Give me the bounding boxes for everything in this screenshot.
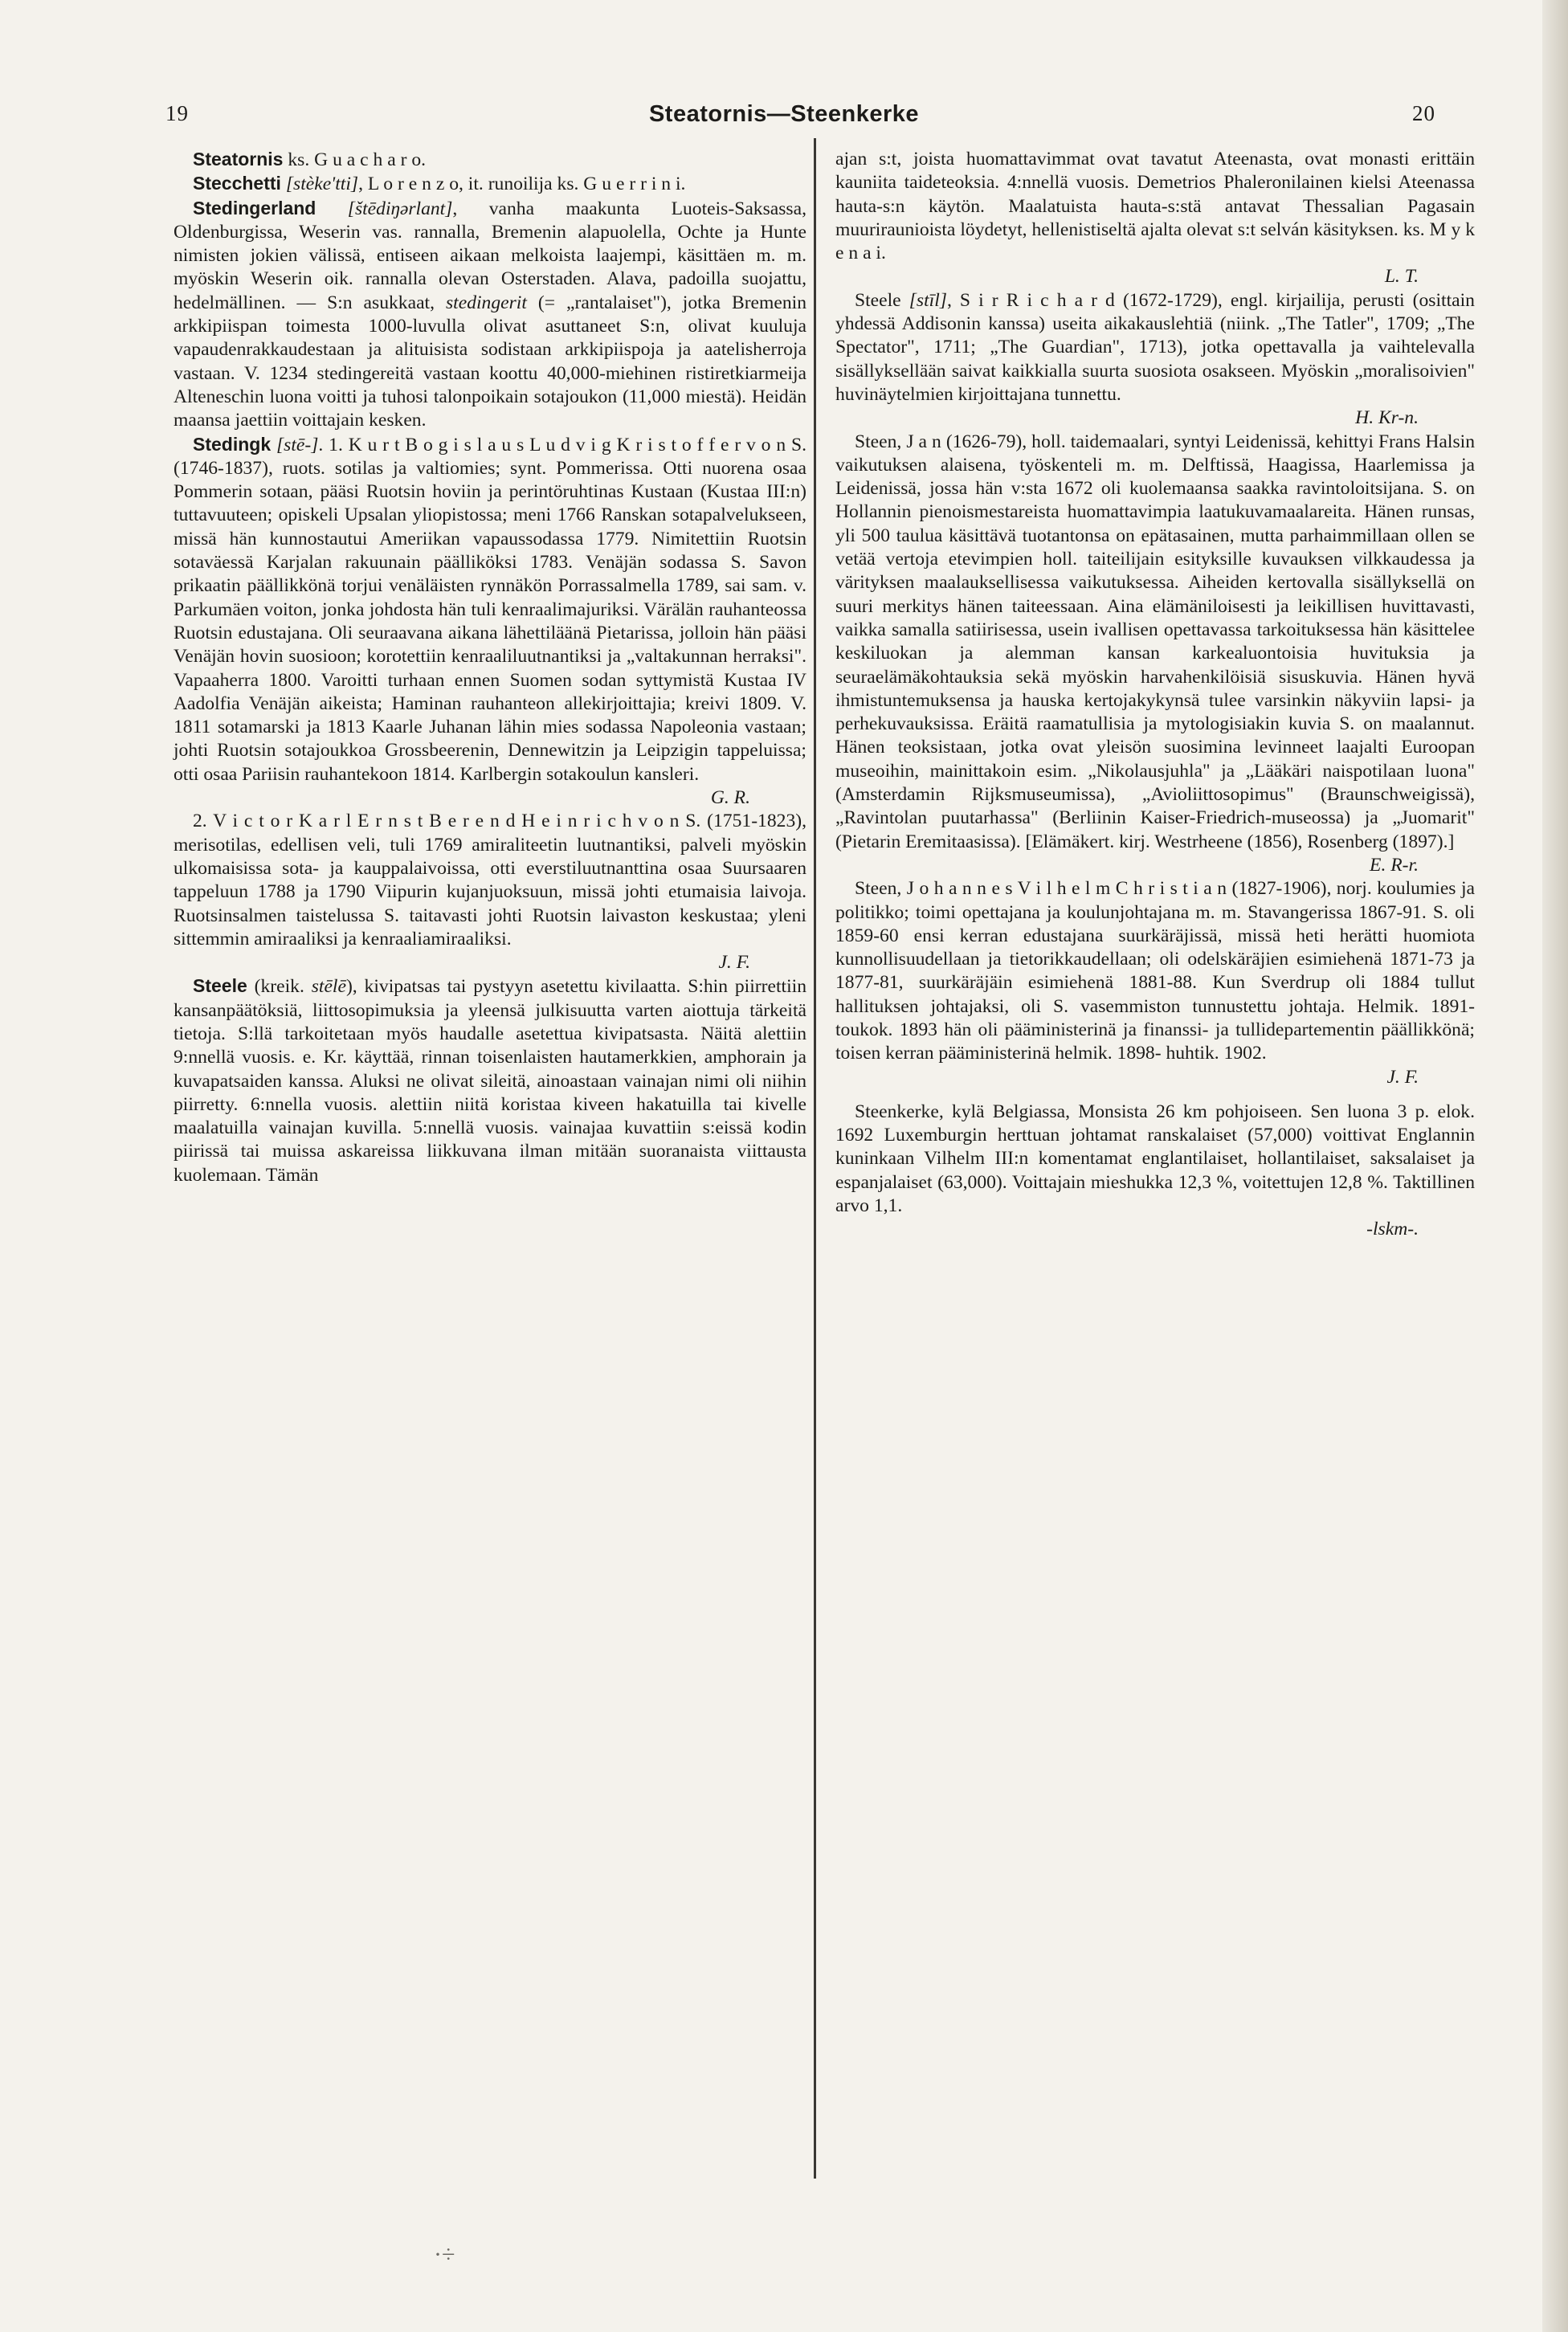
entry-steele-continued (835, 148, 1475, 289)
entry-text: (1746-1837), ruots. sotilas ja valtiomies; synt. Pommerissa. Otti nuorena osaa Pommerin sotaan, pääsi Ruotsin hoviin ja perintöruhtinas Kustaan (Kustaa III:n) tuttavuuteen; opiskeli Upsalan yliopistossa; meni 1766 Ranskan sotapalvelukseen, missä hän kunnostautui Ameriikan vapaussodassa 1779. Nimitettiin Ruotsin sotaväessä Karjalan rakuunain päälliköksi 1783. Venäjän sodassa S. Savon prikaatin päällikkönä torjui venäläisten rynnäkön Porrassalmella 1789, sai sam. v. Parkumäen voiton, jonka johdosta hän tuli kenraalimajuriksi. Värälän rauhanteossa Ruotsin edustajana. Oli seuraavana aikana lähettiläänä Pietarissa, jolloin hän pääsi Venäjän hovin suosioon; korotettiin kenraaliluutnantiksi ja „valtakunnan herraksi". Vapaaherra 1800. Varoitti turhaan ennen Suomen sodan syttymistä Kustaa IV Aadolfia Venäjän aikeista; Haminan rauhanteon allekirjoittajia; kreivi 1809. V. 1811 sotamarski ja 1813 Kaarle Juhanan lähin mies sodassa Napoleonia vastaan; johti Ruotsin sotajoukkoa Grossbeerenin, Dennewitzin ja Leipzigin tappeluissa; otti osaa Pariisin rauhantekoon 1814. Karlbergin sotakoulun kansleri. (174, 457, 806, 785)
entry-stedingerland (174, 197, 806, 433)
entry-text: , vanha maakunta Luoteis-Saksassa, Oldenburgissa, Weserin vas. rannalla, Bremenin alapuolella, Ochte ja Hunte nimisten jokien välissä, entiseen aikaan melkoista laajempi, käsittäen m. m. myöskin Weserin oik. rannalla olevan Osterstaden. Alava, padoilla suojattu, hedelmällinen. — S:n asukkaat, (174, 198, 806, 313)
page-edge-shadow (1542, 0, 1568, 2332)
column-divider (814, 138, 816, 2179)
entry-text: , L o r e n z o, it. runoilija ks. G u e r r i n i. (358, 174, 686, 195)
entry-text: ), kivipatsas tai pystyyn asetettu kivilaatta. S:hin piirrettiin kansanpäätöksiä, liittosopimuksia ja yleensä julkisuutta varten aiottuja tärkeitä tietoja. S:llä tarkoitetaan myös haudalle asetettua kivipatsasta. Näitä alettiin 9:nnellä vuosis. e. Kr. käyttää, rinnan toisenlaisten hautamerkkien, amphorain ja kuvapatsaiden kanssa. Aluksi ne olivat sileitä, ainoastaan vainajan nimi oli niihin piirretty. 6:nnella vuosis. alettiin niitä koristaa kiveen hakatuilla tai kivelle maalatuilla vainajan kuvilla. 5:nnellä vuosis. vainajaa kuvattiin s:eissä kodin piirissä tai muissa askareissa liikkuvana ilman mitään suoranaista viittausta kuolemaan. Tämän (174, 976, 806, 1186)
author-signature: G. R. (710, 787, 750, 809)
person-name: . 1. K u r t B o g i s l a u s L u d v i g K r i s t o f f e r v o n S. (318, 434, 806, 455)
page-number-left: 19 (165, 101, 189, 125)
term: stēlē (311, 976, 346, 998)
entry-steele-stele (174, 974, 806, 1187)
author-signature: J. F. (718, 952, 750, 974)
entry-steenkerke (835, 1101, 1475, 1242)
entry-steen-jan (835, 431, 1475, 878)
author-signature: E. R-r. (1370, 854, 1419, 876)
entry-text: ajan s:t, joista huomattavimmat ovat tavatut Ateenasta, ovat monasti erittäin kauniita taideteoksia. 4:nnellä vuosis. Demetrios Phaleronilainen kielsi Ateenassa hauta-s:n käytön. Maalatuista hauta-s:stä antavat Thessalian Pagasain muuriraunioista löydetyt, hellenistiseltä ajalta olevat s:t selván käsityksen. ks. M y k e n a i. (835, 149, 1475, 264)
author-signature: H. Kr-n. (1355, 407, 1419, 429)
headword: Stecchetti (193, 173, 281, 194)
pronunciation: [stē-] (276, 434, 319, 455)
headword: Stedingerland (193, 197, 316, 218)
headword: Stedingk (193, 433, 272, 455)
headword: Steenkerke (855, 1101, 939, 1122)
headword: Steatornis (193, 149, 284, 169)
entry-text: ks. G u a c h a r o. (283, 149, 427, 170)
pronunciation: [stèke'tti] (285, 174, 359, 195)
entry-text: (kreik. (247, 976, 312, 998)
entry-steatornis (174, 148, 806, 172)
entry-steen-johannes (835, 877, 1475, 1089)
entry-steele-richard (835, 289, 1475, 431)
entry-text: (1672-1729), engl. kirjailija, perusti (osittain yhdessä Addisonin kanssa) useita aikakauslehtiä (niink. „The Tatler", 1709; „The Spectator", 1711; „The Guardian", 1713), jotka opettavalla ja vaihtelevalla sisällyksellään saivat kaikkialla suurta suosiota osakseen. Myöskin „moralisoivien" huvinäytelmien kirjoittajana tunnettu. (835, 289, 1475, 405)
entry-text: (1751-1823), merisotilas, edellisen veli, tuli 1769 amiraliteetin luutnantiksi, palveli myöskin ulkomaisissa sota- ja kauppalaivoissa, otti everstiluutnanttina osaa Suursaaren tappeluun 1788 ja 1790 Viipurin kujanjuoksuun, missä johti etumaisia laivoja. Ruotsinsalmen taistelussa S. taitavasti johti Ruotsin laivaston keskustaa; yleni sittemmin amiraaliksi ja kenraaliamiraaliksi. (174, 811, 807, 950)
pronunciation: [štēdiŋərlant] (347, 198, 453, 219)
running-head: Steatornis—Steenkerke (648, 101, 920, 127)
author-signature: -lskm-. (1366, 1219, 1419, 1240)
person-name: , S i r R i c h a r d (946, 289, 1115, 311)
author-signature: L. T. (1384, 266, 1419, 288)
entry-text: (1626-79), holl. taidemaalari, syntyi Leidenissä, kehittyi Frans Halsin vaikutuksen alaisena, työskenteli m. m. Delftissä, Haagissa, Haarlemissa ja Leidenissä, jossa hän v:sta 1672 oli kuolemaansa saakka ravintoloitsijana. S. on Hollannin pienoismestareista huomattavimpia laatukuvamaalareita. Hänen runsas, yli 500 taulua käsittävä tuotantonsa on epätasainen, mutta parhaimmillaan ollen se vetää vertoja etevimpien holl. taiteilijain esityksille kuvauksen vilkkaudessa ja värityksen maalauksellisessa vaikutuksessa. Aiheiden kertovalla sisällyksellä on suuri merkitys hänen taiteessaan. Aina elämäniloisesti ja leikillisen huvittavasti, vaikka samalla satiirisessa, usein ivallisen opettavassa tarkoituksessa hän käsittelee keskiluokan ja alemman kansan karkealuontoisia huvituksia ja seuraelämäkohtauksia sekä myöskin harvahenkilöisiä sisuskuvia. Hänen hyvä ihmistuntemuksensa ja hauska kertojakykynsä tulee varsinkin näkyviin lapsi- ja perhekuvauksissa. Eräitä raamatullisia ja mytologisiakin kuvia S. on maalannut. Hänen teoksistaan, jotka ovat yleisön suosimina levinneet laajalti Euroopan museoihin, mainittakoin esim. „Nikolausjuhla" ja „Lääkäri naispotilaan luona" (Amsterdamin Rijksmuseumissa), „Avioliittosopimus" (Braunschweigissä), „Ravintolan puutarhassa" (Berliinin Kaiser-Friedrich-museossa) ja „Juomarit" (Pietarin Eremitaasissa). [Elämäkert. kirj. Westrheene (1856), Rosenberg (1897).] (835, 431, 1475, 852)
entry-stedingk-2 (174, 810, 806, 974)
entry-text: (= „rantalaiset"), jotka Bremenin arkkipiispan toimesta 1000-luvulla olivat asuttaneet S:n, olivat kuuluja vapaudenrakkaudestaan ja alituisista sodistaan arkkipiispoja ja aatelisherroja vastaan. V. 1234 stedingereitä vastaan koottu 40,000-miehinen ristiretkiarmeija Alteneschin luona voitti ja tuhosi talonpoikain sotajoukon (11,000 miestä). Heidän maansa jaettiin voittajain kesken. (174, 292, 807, 431)
right-column (835, 148, 1475, 1242)
print-mark: ·÷ (434, 2241, 455, 2268)
entry-stecchetti (174, 172, 806, 196)
pronunciation: [stīl] (909, 289, 947, 311)
person-name: , J o h a n n e s V i l h e l m C h r i s t i a n (896, 878, 1227, 900)
page-header (0, 101, 1568, 133)
headword: Steen (855, 431, 897, 452)
page-number-right: 20 (1412, 101, 1435, 125)
term: stedingerit (445, 292, 527, 313)
entry-text: (1827-1906), norj. koulumies ja politikko; toimi opettajana ja koulunjohtajana m. m. Stavangerissa 1867-91. S. oli 1859-60 ensi kerran edustajana suurkäräjissä, missä heti herätti huomiota kunnollisuudellaan ja tietorikkaudellaan; oli odelskäräjien esimiehenä 1871-73 ja 1877-81, suurkäräjäin esimiehenä 1881-88. Kun Sverdrup oli 1884 tullut hallituksen johtajaksi, oli S. vasemmiston tunnustettu johtaja. Helmik. 1891- toukok. 1893 hän oli pääministerinä ja finanssi- ja tullidepartementin päällikkönä; toisen kerran pääministerinä helmik. 1898- huhtik. 1902. (835, 878, 1475, 1064)
headword: Steele (193, 975, 247, 997)
entry-text: , kylä Belgiassa, Monsista 26 km pohjoiseen. Sen luona 3 p. elok. 1692 Luxemburgin herttuan johtamat ranskalaiset (57,000) voittivat Englannin kuninkaan Vilhelm III:n komentamat englantilaiset, hollantilaiset, saksalaiset ja espanjalaiset (63,000). Voittajain mieshukka 12,3 %, voitettujen 12,8 %. Taktillinen arvo 1,1. (835, 1101, 1475, 1217)
left-column (174, 148, 806, 1187)
entry-stedingk (174, 433, 806, 811)
person-name: 2. V i c t o r K a r l E r n s t B e r e n d H e i n r i c h v o n S. (193, 811, 701, 832)
headword: Steele (855, 289, 901, 311)
author-signature: J. F. (1386, 1066, 1419, 1088)
person-name: , J a n (896, 431, 941, 452)
headword: Steen (855, 878, 897, 900)
